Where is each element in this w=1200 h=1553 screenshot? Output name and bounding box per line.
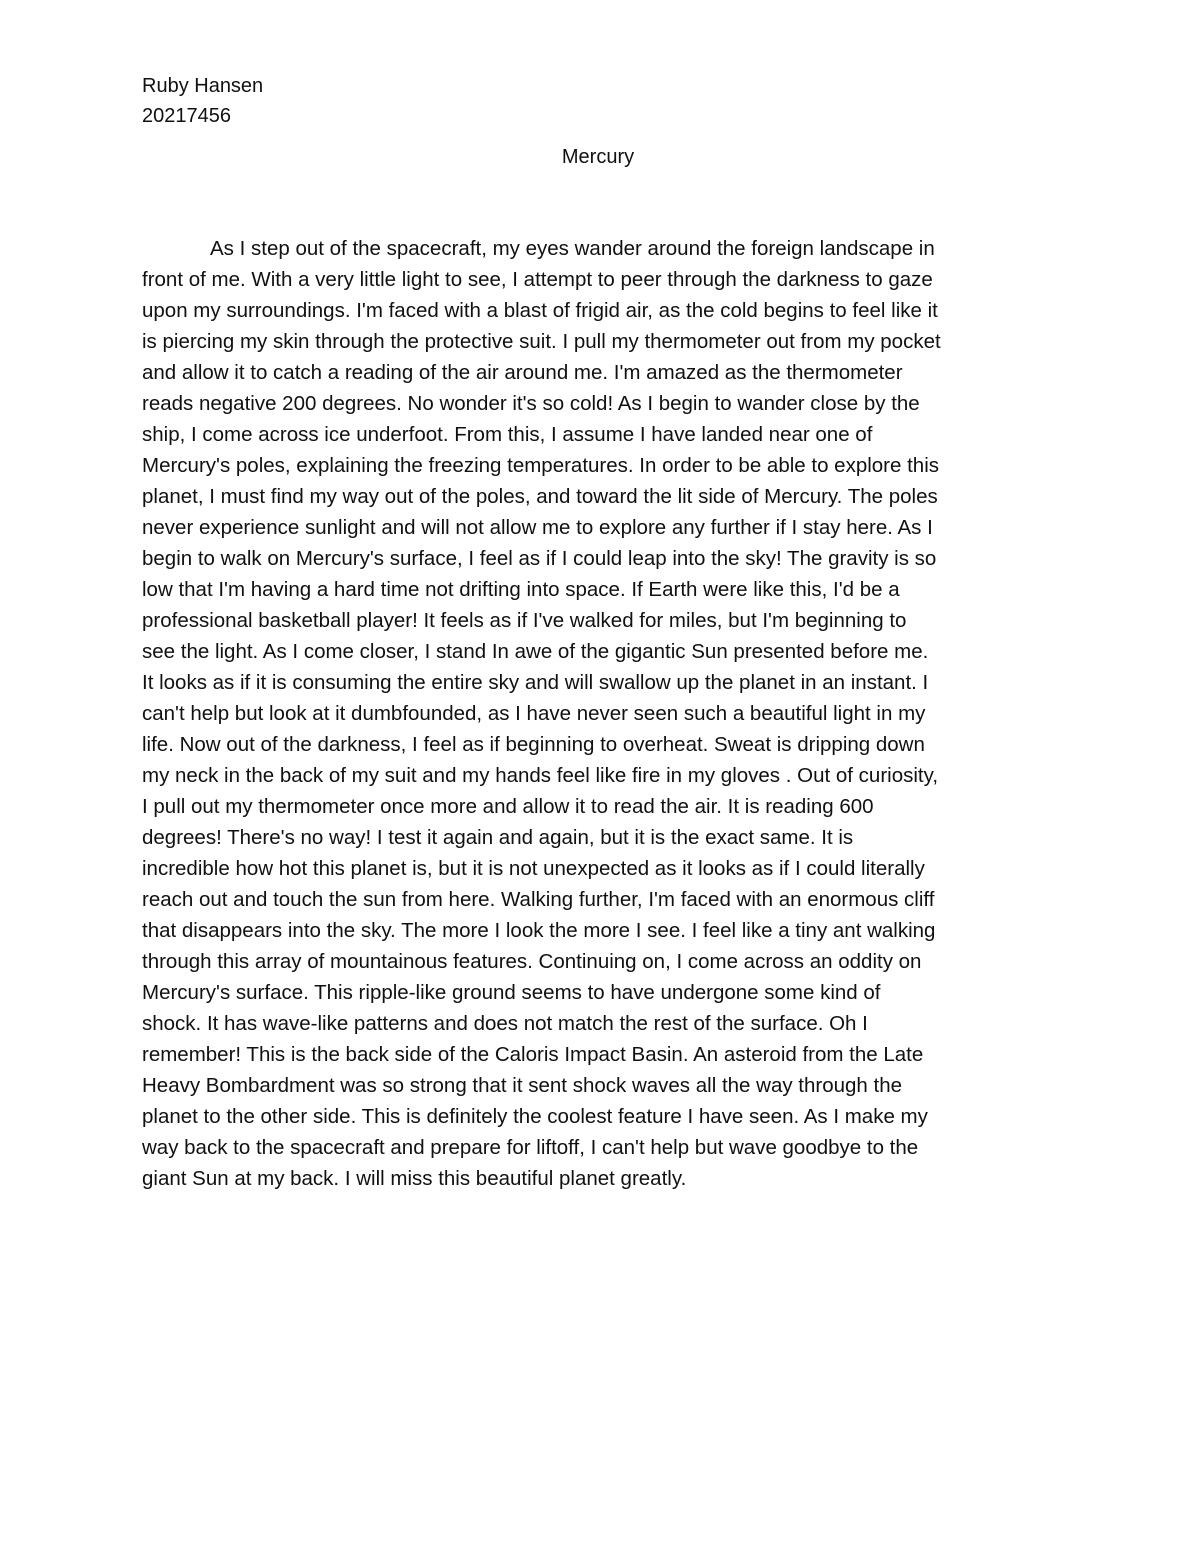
essay-line: degrees! There's no way! I test it again and again, but it is the exact same. It is bbox=[142, 826, 854, 849]
essay-line: I pull out my thermometer once more and allow it to read the air. It is reading 600 bbox=[142, 795, 874, 818]
essay-title: Mercury bbox=[561, 146, 635, 168]
essay-line: As I step out of the spacecraft, my eyes wander around the foreign landscape in bbox=[210, 237, 935, 260]
essay-line: way back to the spacecraft and prepare for liftoff, I can't help but wave goodbye to the bbox=[142, 1136, 919, 1159]
essay-line: remember! This is the back side of the Caloris Impact Basin. An asteroid from the Late bbox=[142, 1043, 924, 1066]
essay-line: Mercury's poles, explaining the freezing temperatures. In order to be able to explore this bbox=[142, 454, 940, 477]
essay-line: my neck in the back of my suit and my hands feel like fire in my gloves . Out of curiosity, bbox=[142, 764, 939, 787]
essay-line: that disappears into the sky. The more I look the more I see. I feel like a tiny ant walking bbox=[142, 919, 936, 942]
essay-line: upon my surroundings. I'm faced with a blast of frigid air, as the cold begins to feel like it bbox=[142, 299, 938, 322]
essay-line: Heavy Bombardment was so strong that it sent shock waves all the way through the bbox=[142, 1074, 903, 1097]
student-id: 20217456 bbox=[142, 105, 231, 127]
essay-line: is piercing my skin through the protective suit. I pull my thermometer out from my pocket bbox=[142, 330, 941, 353]
essay-line: incredible how hot this planet is, but it is not unexpected as it looks as if I could literally bbox=[142, 857, 925, 880]
essay-line: It looks as if it is consuming the entire sky and will swallow up the planet in an instant. I bbox=[142, 671, 929, 694]
essay-line: giant Sun at my back. I will miss this beautiful planet greatly. bbox=[142, 1167, 687, 1190]
essay-line: and allow it to catch a reading of the air around me. I'm amazed as the thermometer bbox=[142, 361, 903, 384]
essay-line: never experience sunlight and will not allow me to explore any further if I stay here. As I bbox=[142, 516, 933, 539]
essay-line: ship, I come across ice underfoot. From this, I assume I have landed near one of bbox=[142, 423, 873, 446]
author-name: Ruby Hansen bbox=[142, 75, 264, 97]
essay-line: planet, I must find my way out of the poles, and toward the lit side of Mercury. The poles bbox=[142, 485, 938, 508]
essay-line: reads negative 200 degrees. No wonder it's so cold! As I begin to wander close by the bbox=[142, 392, 920, 415]
essay-line: low that I'm having a hard time not drifting into space. If Earth were like this, I'd be a bbox=[142, 578, 900, 601]
essay-line: can't help but look at it dumbfounded, as I have never seen such a beautiful light in my bbox=[142, 702, 926, 725]
essay-line: life. Now out of the darkness, I feel as if beginning to overheat. Sweat is dripping down bbox=[142, 733, 925, 756]
header-block bbox=[142, 71, 263, 131]
essay-line: front of me. With a very little light to see, I attempt to peer through the darkness to gaze bbox=[142, 268, 933, 291]
essay-body bbox=[142, 233, 1072, 1194]
essay-line: professional basketball player! It feels as if I've walked for miles, but I'm beginning to bbox=[142, 609, 907, 632]
essay-line: Mercury's surface. This ripple-like ground seems to have undergone some kind of bbox=[142, 981, 881, 1004]
essay-line: through this array of mountainous features. Continuing on, I come across an oddity on bbox=[142, 950, 922, 973]
essay-line: planet to the other side. This is definitely the coolest feature I have seen. As I make my bbox=[142, 1105, 928, 1128]
essay-line: see the light. As I come closer, I stand In awe of the gigantic Sun presented before me. bbox=[142, 640, 929, 663]
essay-line: reach out and touch the sun from here. Walking further, I'm faced with an enormous cliff bbox=[142, 888, 935, 911]
essay-line: begin to walk on Mercury's surface, I feel as if I could leap into the sky! The gravity is so bbox=[142, 547, 937, 570]
essay-line: shock. It has wave-like patterns and does not match the rest of the surface. Oh I bbox=[142, 1012, 868, 1035]
